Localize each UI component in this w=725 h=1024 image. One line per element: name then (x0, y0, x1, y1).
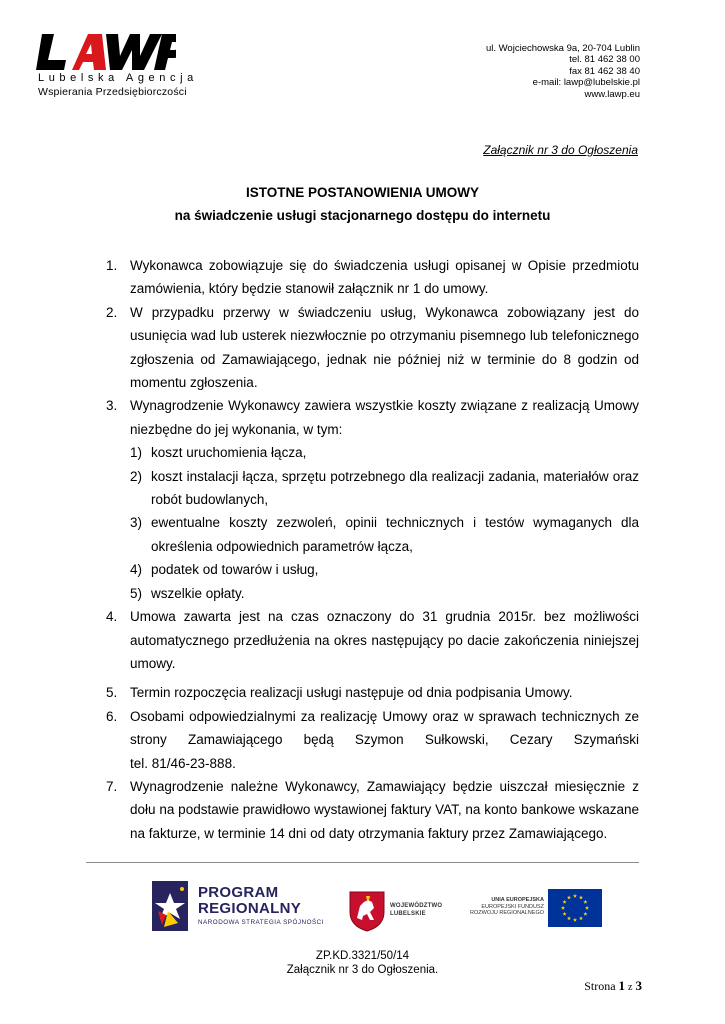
eu-line3: ROZWOJU REGIONALNEGO (470, 910, 544, 917)
footer-divider (86, 862, 639, 863)
clause-number: 3. (106, 398, 118, 414)
clause-text: W przypadku przerwy w świadczeniu usług, Wykonawca zobowiązany jest do usunięcia wad lub usterek niezwłocznie po otrzymaniu pisemnego lub telefonicznego zgłoszenia od Zamawiającego, jednak nie później niż w terminie do 8 godzin od momentu zgłoszenia. (130, 304, 639, 391)
subclause-number: 1) (130, 445, 143, 461)
subclause-1 (130, 441, 639, 464)
lubelskie-logo (348, 890, 443, 932)
page-number (584, 978, 642, 994)
voivodeship-line1: WOJEWÓDZTWO (390, 903, 443, 909)
subclause-text: podatek od towarów i usług, (151, 562, 319, 578)
clause-6 (86, 705, 639, 775)
document-title: ISTOTNE POSTANOWIENIA UMOWY (245, 185, 479, 200)
clause-1 (86, 254, 639, 301)
clause-number: 2. (106, 304, 118, 320)
reference-attachment: Załącznik nr 3 do Ogłoszenia. (286, 964, 439, 976)
page-label: Strona (584, 979, 616, 993)
address-street: ul. Wojciechowska 9a, 20-704 Lublin (485, 43, 640, 54)
subclause-text: wszelkie opłaty. (151, 585, 245, 601)
clause-5 (86, 681, 639, 704)
program-regionalny-star-icon (152, 881, 194, 933)
clause-text: Wykonawca zobowiązuje się do świadczenia usługi opisanej w Opisie przedmiotu zamówienia, który będzie stanowił załącznik nr 1 do umowy. (130, 258, 639, 297)
subclause-5 (130, 582, 639, 605)
attachment-reference: Załącznik nr 3 do Ogłoszenia (483, 143, 638, 157)
subclause-text: ewentualne koszty zezwoleń, opinii technicznych i testów wymaganych dla określenia odpowiednich parametrów łącza, (151, 515, 639, 554)
page-current: 1 (618, 978, 626, 993)
voivodeship-line2: LUBELSKIE (390, 911, 426, 917)
agency-name-line1: Lubelska Agencja (38, 72, 198, 84)
clause-number: 5. (106, 685, 118, 701)
subclause-number: 3) (130, 515, 143, 531)
program-regionalny-logo (152, 881, 327, 933)
program-line3: NARODOWA STRATEGIA SPÓJNOŚCI (198, 919, 324, 926)
subclause-number: 4) (130, 562, 143, 578)
clause-2 (86, 301, 639, 395)
page-of: z (628, 982, 633, 993)
clause-number: 1. (106, 258, 118, 273)
footer-reference (0, 949, 725, 977)
agency-name-line2: Wspierania Przedsiębiorczości (38, 86, 187, 98)
address-phone: tel. 81 462 38 00 (569, 54, 640, 66)
reference-code: ZP.KD.3321/50/14 (315, 950, 410, 962)
clause-text: Wynagrodzenie Wykonawcy zawiera wszystkie koszty związane z realizacją Umowy niezbędne do jej wykonania, w tym: (130, 398, 639, 437)
subclause-2 (130, 465, 639, 512)
program-line2: REGIONALNY (198, 900, 302, 917)
eu-flag-icon (548, 889, 602, 927)
clauses-list (86, 254, 639, 845)
coat-of-arms-icon (348, 890, 386, 932)
clause-number: 4. (106, 609, 118, 625)
subclause-number: 5) (130, 585, 143, 601)
clause-4 (86, 605, 639, 675)
eu-line1: UNIA EUROPEJSKA (491, 897, 544, 903)
clause-7 (86, 775, 639, 845)
clause-number: 7. (106, 778, 118, 794)
clause-text: Termin rozpoczęcia realizacji usługi następuje od dnia podpisania Umowy. (130, 685, 573, 701)
eu-line2: EUROPEJSKI FUNDUSZ (481, 903, 544, 910)
clause-text: Umowa zawarta jest na czas oznaczony do 31 grudnia 2015r. bez możliwości automatycznego przedłużenia na okres następujący po dacie zakończenia niniejszej umowy. (130, 609, 639, 671)
subclause-number: 2) (130, 468, 143, 484)
clause-number: 6. (106, 708, 118, 724)
address-email: e-mail: lawp@lubelskie.pl (532, 77, 640, 89)
subclause-3 (130, 511, 639, 558)
lawp-logo (36, 30, 198, 100)
program-line1: PROGRAM (198, 884, 279, 901)
address-block (486, 43, 640, 100)
subclause-text: koszt uruchomienia łącza, (151, 445, 307, 461)
address-fax: fax 81 462 38 40 (569, 65, 640, 77)
document-subtitle: na świadczenie usługi stacjonarnego dostępu do internetu (174, 208, 551, 223)
clause-text-tail: tel. 81/46-23-888. (130, 755, 236, 771)
clause-text: Wynagrodzenie należne Wykonawcy, Zamawiający będzie uiszczał miesięcznie z dołu na podstawie prawidłowo wystawionej faktury VAT, na konto bankowe wskazane na fakturze, w terminie 14 dni od daty otrzymania faktury przez Zamawiającego. (130, 778, 639, 841)
page-total: 3 (635, 978, 642, 993)
subclause-4 (130, 558, 639, 581)
address-website: www.lawp.eu (584, 88, 640, 100)
clause-text: Osobami odpowiedzialnymi za realizację Umowy oraz w sprawach technicznych ze strony Zamawiającego będą Szymon Sułkowski, Cezary Szymański (130, 708, 639, 748)
subclause-text: koszt instalacji łącza, sprzętu potrzebnego dla realizacji zadania, materiałów oraz robót budowlanych, (151, 468, 639, 508)
clause-3 (86, 394, 639, 605)
eu-fund-text (464, 897, 544, 917)
